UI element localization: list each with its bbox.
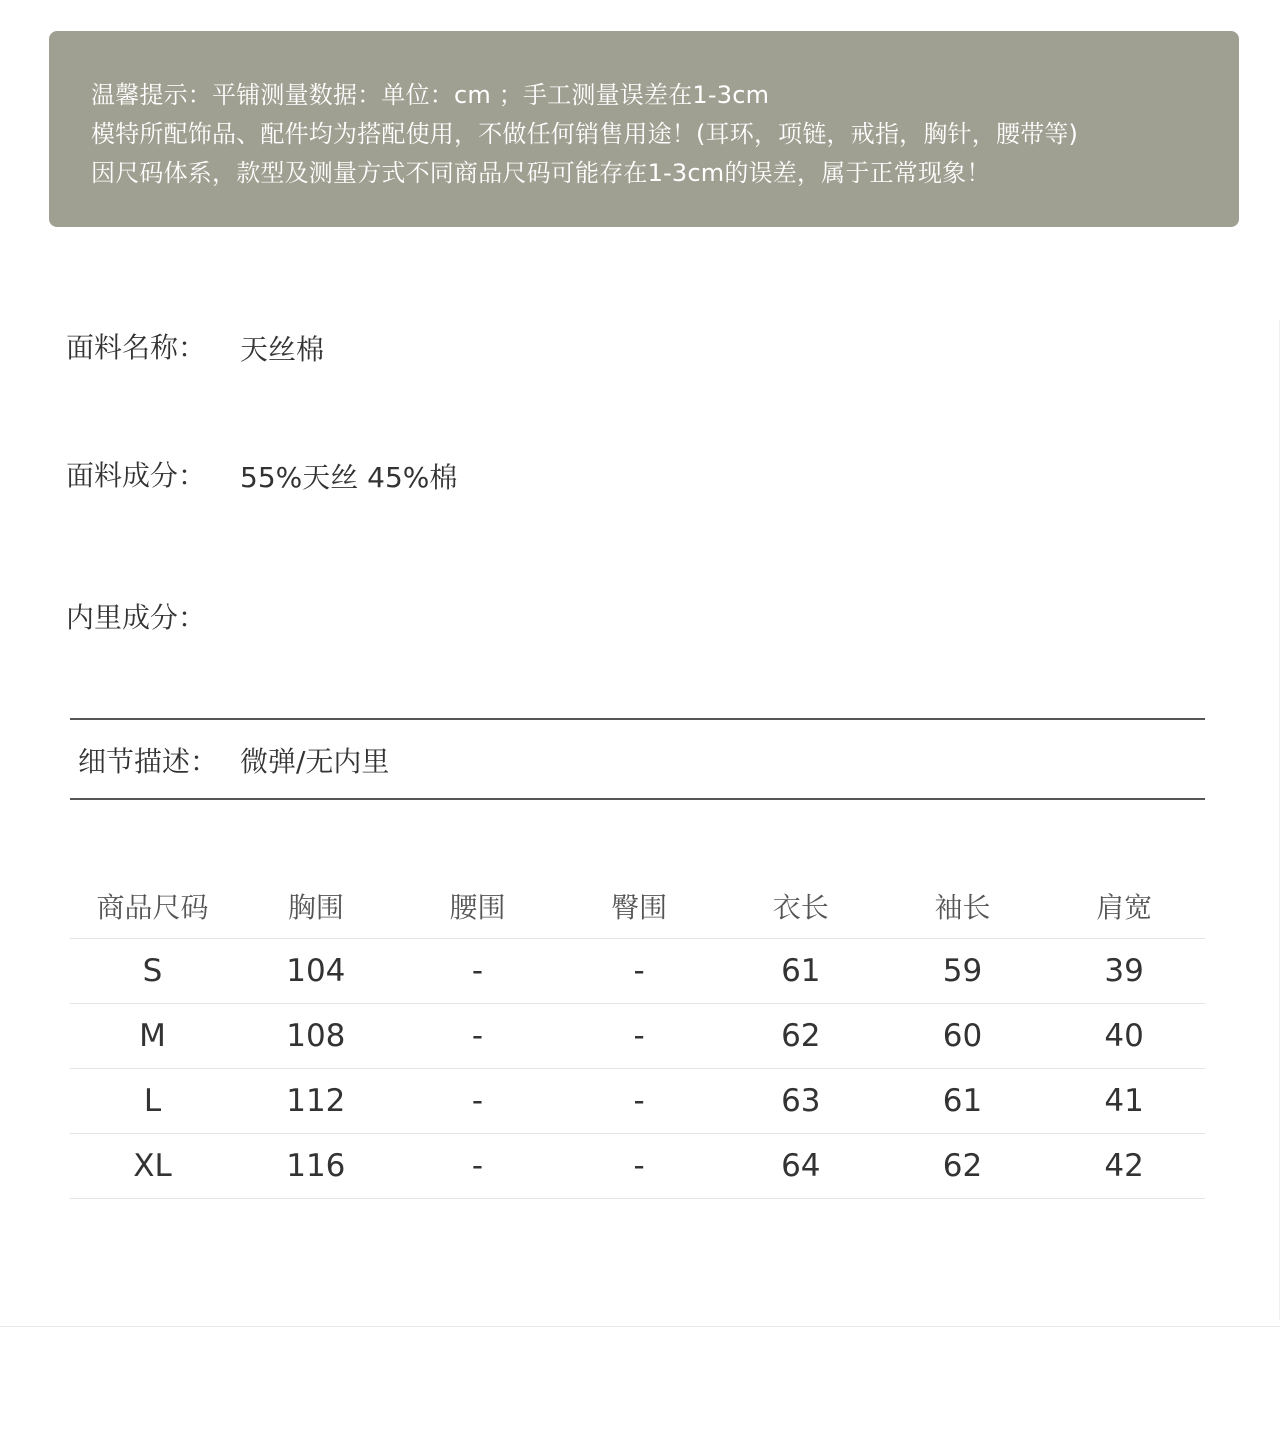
sleeve-cell: 61 bbox=[882, 1069, 1044, 1134]
section-bottom-divider bbox=[0, 1326, 1280, 1327]
size-chart-table bbox=[70, 873, 1205, 1199]
lining-composition-label: 内里成分： bbox=[66, 601, 207, 634]
chest-cell: 104 bbox=[235, 939, 397, 1004]
fabric-composition-value: 55%天丝 45%棉 bbox=[240, 461, 458, 494]
waist-cell: - bbox=[397, 939, 559, 1004]
tips-line-measurement: 温馨提示：平铺测量数据：单位：cm ；手工测量误差在1-3cm bbox=[91, 81, 770, 109]
shoulder-cell: 42 bbox=[1043, 1134, 1205, 1199]
table-row bbox=[70, 1069, 1205, 1134]
size-cell: M bbox=[70, 1004, 235, 1069]
table-row bbox=[70, 939, 1205, 1004]
chest-cell: 112 bbox=[235, 1069, 397, 1134]
table-row bbox=[70, 1004, 1205, 1069]
detail-top-divider bbox=[70, 718, 1205, 720]
length-cell: 62 bbox=[720, 1004, 882, 1069]
tips-line-accessories: 模特所配饰品、配件均为搭配使用，不做任何销售用途！(耳环，项链，戒指，胸针，腰带等) bbox=[91, 120, 1079, 148]
header-shoulder: 肩宽 bbox=[1043, 873, 1205, 939]
detail-description-value: 微弹/无内里 bbox=[240, 745, 390, 778]
tips-banner bbox=[49, 31, 1239, 227]
size-chart-header-row bbox=[70, 873, 1205, 939]
header-waist: 腰围 bbox=[397, 873, 559, 939]
header-sleeve: 袖长 bbox=[882, 873, 1044, 939]
header-hip: 臀围 bbox=[558, 873, 720, 939]
chest-cell: 116 bbox=[235, 1134, 397, 1199]
hip-cell: - bbox=[558, 1069, 720, 1134]
table-row bbox=[70, 1134, 1205, 1199]
fabric-composition-label: 面料成分： bbox=[66, 459, 207, 492]
header-chest: 胸围 bbox=[235, 873, 397, 939]
shoulder-cell: 41 bbox=[1043, 1069, 1205, 1134]
waist-cell: - bbox=[397, 1004, 559, 1069]
tips-line-size-variance: 因尺码体系，款型及测量方式不同商品尺码可能存在1-3cm的误差，属于正常现象！ bbox=[91, 159, 991, 187]
sleeve-cell: 60 bbox=[882, 1004, 1044, 1069]
hip-cell: - bbox=[558, 939, 720, 1004]
length-cell: 63 bbox=[720, 1069, 882, 1134]
shoulder-cell: 39 bbox=[1043, 939, 1205, 1004]
size-cell: S bbox=[70, 939, 235, 1004]
size-cell: L bbox=[70, 1069, 235, 1134]
waist-cell: - bbox=[397, 1069, 559, 1134]
sleeve-cell: 62 bbox=[882, 1134, 1044, 1199]
waist-cell: - bbox=[397, 1134, 559, 1199]
header-size: 商品尺码 bbox=[70, 873, 235, 939]
fabric-name-label: 面料名称： bbox=[66, 331, 207, 364]
hip-cell: - bbox=[558, 1004, 720, 1069]
detail-bottom-divider bbox=[70, 798, 1205, 800]
shoulder-cell: 40 bbox=[1043, 1004, 1205, 1069]
detail-description-label: 细节描述： bbox=[78, 745, 219, 778]
hip-cell: - bbox=[558, 1134, 720, 1199]
sleeve-cell: 59 bbox=[882, 939, 1044, 1004]
chest-cell: 108 bbox=[235, 1004, 397, 1069]
header-length: 衣长 bbox=[720, 873, 882, 939]
fabric-name-value: 天丝棉 bbox=[240, 333, 325, 366]
length-cell: 61 bbox=[720, 939, 882, 1004]
length-cell: 64 bbox=[720, 1134, 882, 1199]
size-cell: XL bbox=[70, 1134, 235, 1199]
